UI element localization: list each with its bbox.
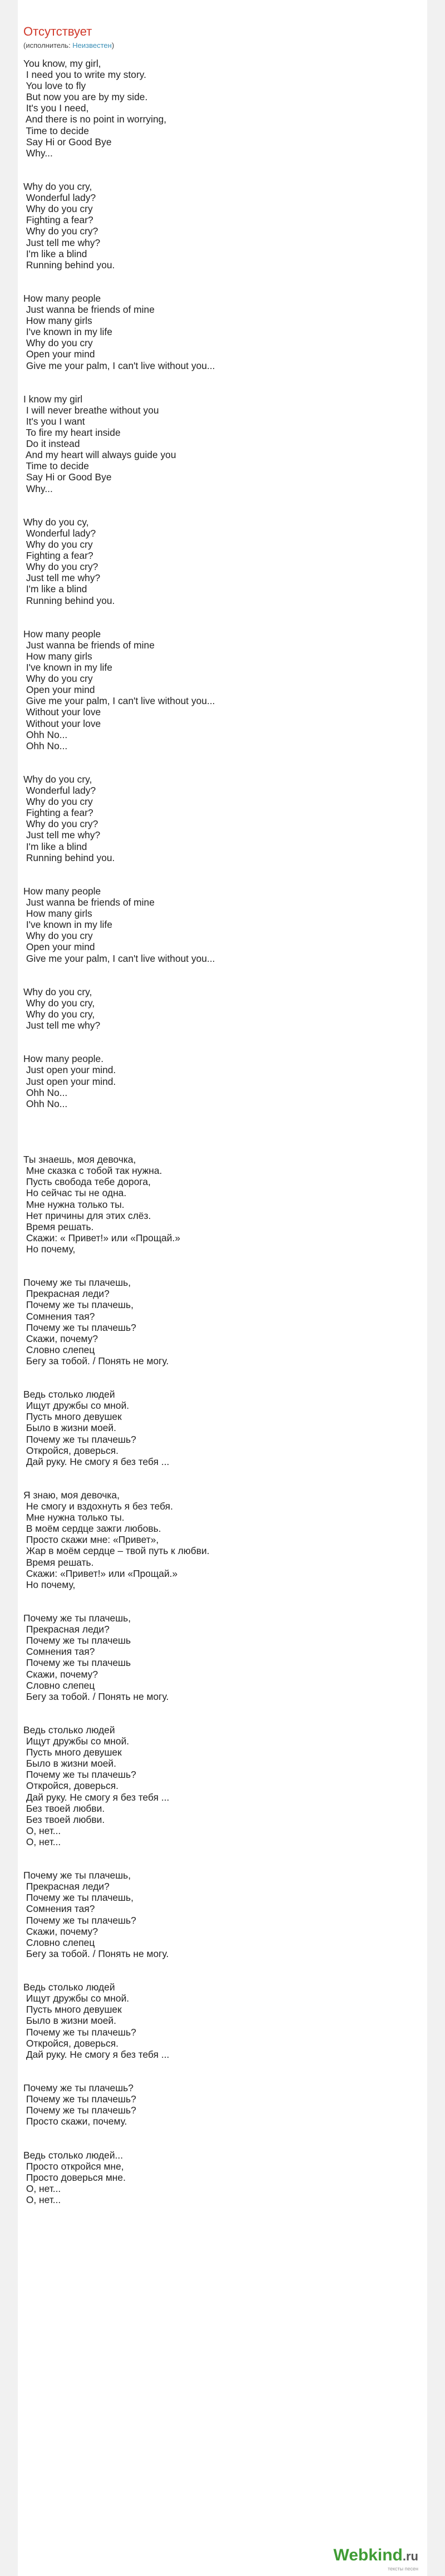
lyric-line: Open your mind xyxy=(23,941,95,953)
lyric-line: Why do you cry, xyxy=(23,997,95,1009)
lyric-line: Просто доверься мне. xyxy=(23,2171,126,2183)
lyric-line: Time to decide xyxy=(23,460,89,472)
lyric-line xyxy=(23,371,413,382)
lyric-line xyxy=(23,1143,413,1154)
lyric-line: It's you I want xyxy=(23,416,85,427)
lyric-line xyxy=(23,1590,413,1601)
lyric-line: I've known in my life xyxy=(23,326,112,338)
lyric-line: Why do you cry, xyxy=(23,1008,95,1020)
lyric-line: Почему же ты плачешь, xyxy=(23,1277,131,1289)
lyric-line: Give me your palm, I can't live without you... xyxy=(23,360,215,371)
lyric-line: Why do you cry, xyxy=(23,986,92,997)
lyric-line: Было в жизни моей. xyxy=(23,1758,116,1769)
lyric-line: Почему же ты плачешь? xyxy=(23,1433,136,1445)
lyric-line: Прекрасная леди? xyxy=(23,1881,110,1892)
lyric-line: О, нет... xyxy=(23,1825,61,1836)
lyric-line: Мне сказка с тобой так нужна. xyxy=(23,1165,162,1177)
lyric-line: Wonderful lady? xyxy=(23,192,96,204)
lyric-line: I will never breathe without you xyxy=(23,404,159,416)
lyric-line: Без твоей любви. xyxy=(23,1802,105,1814)
lyric-line xyxy=(23,1120,413,1132)
lyric-line: Не смогу и вздохнуть я без тебя. xyxy=(23,1501,173,1512)
lyric-line: Say Hi or Good Bye xyxy=(23,136,112,148)
lyric-line: Why do you cry xyxy=(23,203,93,215)
lyric-line: Почему же ты плачешь, xyxy=(23,1299,134,1311)
lyric-line: Why do you cry? xyxy=(23,561,98,573)
lyric-line: Без твоей любви. xyxy=(23,1813,105,1825)
lyric-line: Пусть много девушек xyxy=(23,2004,122,2015)
lyric-line: Just tell me why? xyxy=(23,237,101,248)
lyric-line xyxy=(23,1132,413,1143)
lyric-line: Just wanna be friends of mine xyxy=(23,304,155,316)
lyric-line: Пусть много девушек xyxy=(23,1411,122,1423)
lyric-line: How many girls xyxy=(23,908,92,920)
lyric-line: Just wanna be friends of mine xyxy=(23,897,155,908)
lyric-line: Сомнения тая? xyxy=(23,1903,95,1915)
lyric-line: It's you I need, xyxy=(23,102,89,114)
lyric-line: Why do you cry? xyxy=(23,225,98,237)
lyric-line: Ведь столько людей xyxy=(23,1982,115,1993)
lyric-line xyxy=(23,170,413,181)
lyric-line: Бегу за тобой. / Понять не могу. xyxy=(23,1948,169,1959)
lyric-line: Ведь столько людей... xyxy=(23,2149,123,2161)
lyric-line: О, нет... xyxy=(23,2182,61,2194)
lyric-line xyxy=(23,1109,413,1120)
lyric-line: Open your mind xyxy=(23,684,95,696)
lyric-line: You love to fly xyxy=(23,80,86,92)
lyric-line: Было в жизни моей. xyxy=(23,1422,116,1434)
lyric-line: Running behind you. xyxy=(23,259,115,271)
lyric-line: Бегу за тобой. / Понять не могу. xyxy=(23,1355,169,1366)
lyric-line: Wonderful lady? xyxy=(23,527,96,539)
lyric-line: Я знаю, моя девочка, xyxy=(23,1489,120,1501)
lyric-line: Without your love xyxy=(23,717,101,729)
lyric-line xyxy=(23,606,413,617)
lyric-line: Скажи, почему? xyxy=(23,1925,98,1937)
lyric-line: Скажи: «Привет!» или «Прощай.» xyxy=(23,1567,178,1579)
lyric-line xyxy=(23,1031,413,1042)
lyric-line: Ищут дружбы со мной. xyxy=(23,1400,130,1412)
lyric-line: Running behind you. xyxy=(23,852,115,863)
lyric-line: I need you to write my story. xyxy=(23,69,147,81)
lyric-line: Почему же ты плачешь? xyxy=(23,1914,136,1926)
lyric-line xyxy=(23,382,413,394)
artist-link[interactable]: Неизвестен xyxy=(72,41,112,50)
lyric-line: Open your mind xyxy=(23,348,95,360)
lyric-line xyxy=(23,1713,413,1724)
lyric-line: Почему же ты плачешь, xyxy=(23,1870,131,1881)
lyric-line: Почему же ты плачешь? xyxy=(23,2093,136,2105)
lyric-line: Сомнения тая? xyxy=(23,1646,95,1658)
lyric-line: Прекрасная леди? xyxy=(23,1288,110,1300)
lyric-line: О, нет... xyxy=(23,1836,61,1847)
lyric-line: To fire my heart inside xyxy=(23,427,121,439)
lyric-line: Время решать. xyxy=(23,1221,94,1232)
lyric-line: Why do you cry xyxy=(23,337,93,349)
artist-prefix: (исполнитель: xyxy=(23,41,73,50)
lyric-line: I know my girl xyxy=(23,393,83,405)
lyric-line: Скажи, почему? xyxy=(23,1668,98,1680)
lyric-line: Жар в моём сердце – твой путь к любви. xyxy=(23,1545,210,1557)
lyric-line: Почему же ты плачешь? xyxy=(23,2105,136,2116)
lyric-line: Нет причины для этих слёз. xyxy=(23,1210,151,1221)
song-title: Отсутствует xyxy=(23,24,92,38)
lyric-line xyxy=(23,751,413,763)
lyric-line: Но почему, xyxy=(23,1243,76,1255)
lyric-line xyxy=(23,2071,413,2082)
lyric-line: Почему же ты плачешь, xyxy=(23,1892,134,1904)
lyric-line: But now you are by my side. xyxy=(23,91,148,103)
lyric-line: Do it instead xyxy=(23,438,80,450)
lyric-line: Откройся, доверься. xyxy=(23,1444,118,1456)
brand-tagline: тексты песен xyxy=(387,2566,418,2572)
lyric-line: You know, my girl, xyxy=(23,58,101,69)
lyric-line: Fighting a fear? xyxy=(23,214,93,226)
lyric-line xyxy=(23,1378,413,1389)
lyric-line: В моём сердце зажги любовь. xyxy=(23,1523,161,1535)
lyric-line: I'm like a blind xyxy=(23,583,87,595)
lyric-line xyxy=(23,1266,413,1277)
lyric-line xyxy=(23,1255,413,1266)
lyric-line: Ohh No... xyxy=(23,1098,68,1109)
lyric-line: Why do you cry, xyxy=(23,181,92,193)
lyric-line xyxy=(23,975,413,986)
lyric-line: Сомнения тая? xyxy=(23,1310,95,1322)
lyric-line: Why do you cry, xyxy=(23,774,92,785)
lyric-line xyxy=(23,2060,413,2071)
lyric-line: And my heart will always guide you xyxy=(23,449,176,461)
lyric-line xyxy=(23,1042,413,1053)
lyric-line: Почему же ты плачешь? xyxy=(23,2026,136,2038)
lyric-line: Give me your palm, I can't live without you... xyxy=(23,695,215,707)
lyric-line: Time to decide xyxy=(23,125,89,136)
lyric-line: Without your love xyxy=(23,706,101,718)
lyric-line xyxy=(23,271,413,282)
lyric-line: Было в жизни моей. xyxy=(23,2015,116,2027)
lyric-line: Почему же ты плачешь xyxy=(23,1635,131,1646)
lyric-line: Словно слепец xyxy=(23,1936,95,1948)
lyric-line: Fighting a fear? xyxy=(23,550,93,562)
lyric-line: Why do you cy, xyxy=(23,516,89,528)
lyric-line: Скажи, почему? xyxy=(23,1333,98,1344)
lyric-line: Просто скажи, почему. xyxy=(23,2116,127,2127)
lyrics-text xyxy=(23,58,413,2205)
brand-name: Webkind xyxy=(333,2546,403,2564)
lyric-line: Почему же ты плачешь, xyxy=(23,1613,131,1624)
lyrics-page xyxy=(18,0,427,2576)
lyric-line: Why do you cry xyxy=(23,539,93,550)
lyric-line: Just tell me why? xyxy=(23,572,101,584)
lyric-line: Дай руку. Не смогу я без тебя ... xyxy=(23,1456,170,1467)
lyric-line xyxy=(23,1366,413,1378)
lyric-line: Just wanna be friends of mine xyxy=(23,639,155,651)
lyric-line: Прекрасная леди? xyxy=(23,1624,110,1635)
lyric-line: Пусть свобода тебе дорога, xyxy=(23,1176,151,1188)
brand-tld: .ru xyxy=(402,2549,418,2563)
lyric-line: Скажи: « Привет!» или «Прощай.» xyxy=(23,1232,181,1243)
lyric-line: Running behind you. xyxy=(23,594,115,606)
lyric-line: Say Hi or Good Bye xyxy=(23,471,112,483)
site-logo xyxy=(333,2546,418,2572)
lyric-line: Just open your mind. xyxy=(23,1064,116,1076)
lyric-line: I'm like a blind xyxy=(23,248,87,259)
lyric-line: Just open your mind. xyxy=(23,1075,116,1087)
lyric-line xyxy=(23,763,413,774)
lyric-line: Откройся, доверься. xyxy=(23,1780,118,1792)
lyric-line: Why do you cry xyxy=(23,673,93,685)
lyric-line: Ищут дружбы со мной. xyxy=(23,1736,130,1747)
lyric-line: Бегу за тобой. / Понять не могу. xyxy=(23,1690,169,1702)
lyric-line: Мне нужна только ты. xyxy=(23,1198,125,1210)
lyric-line: I've known in my life xyxy=(23,919,112,931)
lyric-line xyxy=(23,1970,413,1982)
lyric-line: Ohh No... xyxy=(23,729,68,740)
lyric-line: Почему же ты плачешь? xyxy=(23,1321,136,1333)
lyric-line: Словно слепец xyxy=(23,1344,95,1355)
lyric-line: Ведь столько людей xyxy=(23,1389,115,1400)
lyric-line xyxy=(23,1467,413,1478)
artist-suffix: ) xyxy=(111,41,115,50)
lyric-line: Дай руку. Не смогу я без тебя ... xyxy=(23,1791,170,1803)
lyric-line: Give me your palm, I can't live without you... xyxy=(23,952,215,964)
lyric-line: And there is no point in worrying, xyxy=(23,114,167,125)
lyric-line: Откройся, доверься. xyxy=(23,2037,118,2049)
lyric-line xyxy=(23,282,413,293)
lyric-line: Время решать. xyxy=(23,1556,94,1568)
lyric-line: Ohh No... xyxy=(23,1087,68,1098)
lyric-line: Ведь столько людей xyxy=(23,1724,115,1736)
lyric-line xyxy=(23,863,413,874)
lyric-line xyxy=(23,1959,413,1970)
lyric-line xyxy=(23,874,413,886)
lyric-line xyxy=(23,964,413,975)
artist-line xyxy=(23,41,114,50)
lyric-line: Почему же ты плачешь? xyxy=(23,2082,134,2093)
lyric-line xyxy=(23,1478,413,1489)
lyric-line: How many girls xyxy=(23,650,92,662)
lyric-line: How many people xyxy=(23,628,101,640)
lyric-line: Fighting a fear? xyxy=(23,807,93,819)
lyric-line: How many people. xyxy=(23,1053,104,1065)
lyric-line: Мне нужна только ты. xyxy=(23,1512,125,1523)
lyric-line: I've known in my life xyxy=(23,662,112,674)
lyric-line xyxy=(23,159,413,170)
lyric-line: Ohh No... xyxy=(23,740,68,751)
lyric-line: How many people xyxy=(23,885,101,897)
lyric-line: I'm like a blind xyxy=(23,840,87,852)
lyric-line xyxy=(23,494,413,505)
lyric-line: Just tell me why? xyxy=(23,1020,101,1031)
lyric-line: Ищут дружбы со мной. xyxy=(23,1993,130,2004)
lyric-line: Why do you cry xyxy=(23,796,93,808)
lyric-line: How many girls xyxy=(23,315,92,327)
lyric-line xyxy=(23,1702,413,1713)
lyric-line: Но почему, xyxy=(23,1579,76,1590)
lyric-line xyxy=(23,2138,413,2149)
lyric-line: Just tell me why? xyxy=(23,829,101,841)
lyric-line: Почему же ты плачешь xyxy=(23,1657,131,1669)
lyric-line xyxy=(23,1847,413,1859)
lyric-line: Но сейчас ты не одна. xyxy=(23,1187,127,1199)
lyric-line: Wonderful lady? xyxy=(23,785,96,797)
lyric-line xyxy=(23,1859,413,1870)
lyric-line: Why do you cry xyxy=(23,930,93,942)
lyric-line: Дай руку. Не смогу я без тебя ... xyxy=(23,2048,170,2060)
lyric-line: Почему же ты плачешь? xyxy=(23,1769,136,1781)
lyric-line: Словно слепец xyxy=(23,1679,95,1691)
lyric-line: Why do you cry? xyxy=(23,818,98,830)
site-logo-link[interactable] xyxy=(333,2546,418,2565)
lyric-line xyxy=(23,1601,413,1613)
lyric-line: Просто откройся мне, xyxy=(23,2160,124,2172)
lyric-line xyxy=(23,617,413,628)
lyric-line xyxy=(23,2127,413,2138)
lyric-line: Пусть много девушек xyxy=(23,1747,122,1758)
lyric-line: Ты знаешь, моя девочка, xyxy=(23,1154,136,1166)
lyric-line: How many people xyxy=(23,292,101,304)
lyric-line: Why... xyxy=(23,147,53,159)
lyric-line: Why... xyxy=(23,483,53,494)
lyric-line: Просто скажи мне: «Привет», xyxy=(23,1534,159,1546)
lyric-line: О, нет... xyxy=(23,2194,61,2205)
lyric-line xyxy=(23,505,413,517)
